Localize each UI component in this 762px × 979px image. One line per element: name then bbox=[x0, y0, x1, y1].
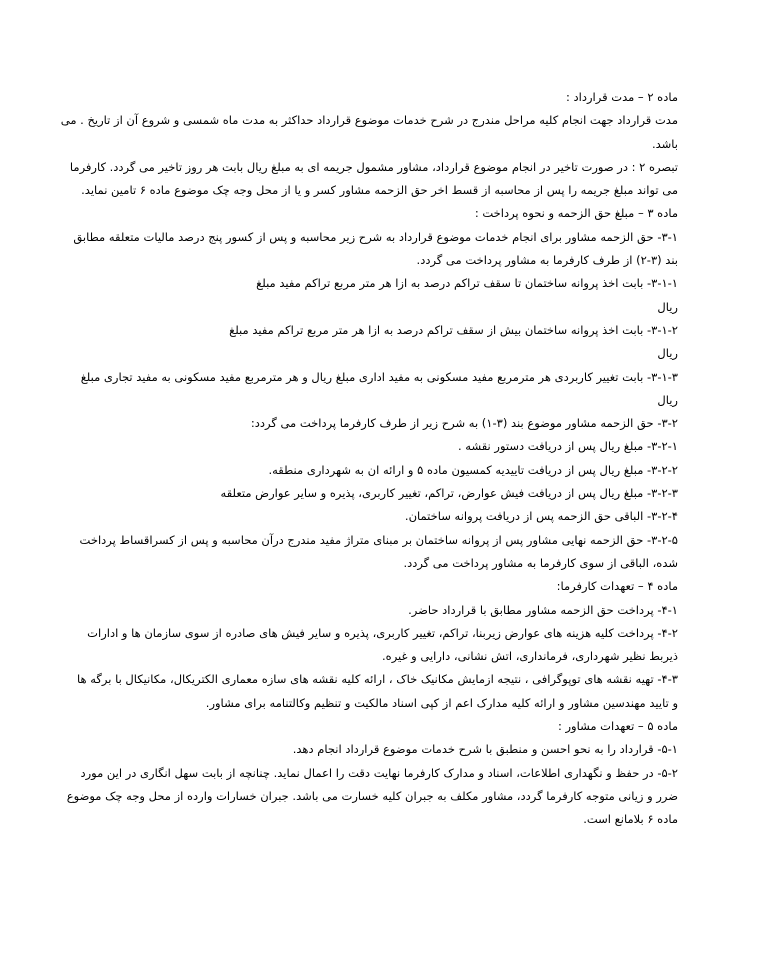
document-line: ۳-۲-۴- الباقی حق الزحمه پس از دریافت پروانه ساختمان. bbox=[404, 509, 678, 524]
document-line: ۵-۱- قرارداد را به نحو احسن و منطبق با شرح خدمات موضوع قرارداد انجام دهد. bbox=[292, 742, 678, 757]
document-line: ۳-۲-۱- مبلغ ریال پس از دریافت دستور نقشه . bbox=[457, 439, 678, 454]
document-line: ۳-۲-۵- حق الزحمه نهایی مشاور پس از پروانه ساختمان بر مبنای متراژ مفید مندرج درآن محاسبه و پس از کسراقساط پرداخت bbox=[79, 532, 678, 547]
document-line: باشد. bbox=[651, 136, 678, 151]
document-body bbox=[60, 86, 678, 832]
document-line: ماده ۳ – مبلغ حق الزحمه و نحوه پرداخت : bbox=[474, 206, 678, 221]
document-line: ریال bbox=[657, 299, 678, 314]
document-line: ۳-۲-۳- مبلغ ریال پس از دریافت فیش عوارض، تراکم، تغییر کاربری، پذیره و سایر عوارض متعلقه bbox=[220, 486, 678, 501]
document-line: ماده ۵ – تعهدات مشاور : bbox=[557, 719, 678, 734]
document-line: می تواند مبلغ جریمه را پس از محاسبه از قسط اخر حق الزحمه مشاور کسر و یا از محل وجه چک موضوع ماده ۶ تامین نماید. bbox=[81, 183, 678, 198]
document-line: ضرر و زیانی متوجه کارفرما گردد، مشاور مکلف به جبران کلیه خسارت می باشد. جبران خسارات وارده از محل وجه چک موضوع bbox=[66, 788, 678, 803]
document-line: ریال bbox=[657, 392, 678, 407]
document-line: ۳-۱-۳- بابت تغییر کاربردی هر مترمربع مفید مسکونی به مفید اداری مبلغ ریال و هر مترمربع مفید مسکونی به مفید تجاری مبلغ bbox=[80, 369, 678, 384]
document-line: ۳-۲- حق الزحمه مشاور موضوع بند (۳-۱) به شرح زیر از طرف کارفرما پرداخت می گردد: bbox=[250, 416, 678, 431]
document-line: ماده ۲ – مدت قرارداد : bbox=[566, 90, 678, 104]
document-line: بند (۳-۲) از طرف کارفرما به مشاور پرداخت می گردد. bbox=[416, 253, 678, 268]
document-line: تبصره ۲ : در صورت تاخیر در انجام موضوع قرارداد، مشاور مشمول جریمه ای به مبلغ ریال بابت هر روز تاخیر می گردد. کارفرما bbox=[69, 159, 678, 174]
document-line: مدت قرارداد جهت انجام کلیه مراحل مندرج در شرح خدمات موضوع قرارداد حداکثر به مدت ماه شمسی و شروع آن از تاریخ . می bbox=[60, 113, 678, 128]
document-line: ذیربط نظیر شهرداری، فرمانداری، اتش نشانی، دارایی و غیره. bbox=[382, 649, 678, 664]
document-line: ۳-۱-۲- بابت اخذ پروانه ساختمان بیش از سقف تراکم درصد به ازا هر متر مربع تراکم مفید مبلغ bbox=[229, 322, 678, 337]
document-line: ۳-۱-۱- بابت اخذ پروانه ساختمان تا سقف تراکم درصد به ازا هر متر مربع تراکم مفید مبلغ bbox=[256, 276, 678, 291]
document-line: ۴-۲- پرداخت کلیه هزینه های عوارض زیربنا، تراکم، تغییر کاربری، پذیره و سایر فیش های صادره از سوی سازمان ها و ادارات bbox=[87, 625, 678, 640]
document-line: ماده ۴ – تعهدات کارفرما: bbox=[556, 579, 678, 594]
document-line: ۳-۱- حق الزحمه مشاور برای انجام خدمات موضوع قرارداد به شرح زیر محاسبه و پس از کسور پنج درصد مالیات متعلقه مطابق bbox=[73, 229, 678, 244]
document-line: و تایید مهندسین مشاور و ارائه کلیه مدارک اعم از کپی اسناد مالکیت و تنظیم وکالتنامه برای مشاور. bbox=[205, 695, 678, 710]
document-line: ۵-۲- در حفظ و نگهداری اطلاعات، اسناد و مدارک کارفرما نهایت دقت را اعمال نماید. چنانچه از بابت سهل انگاری در این مورد bbox=[80, 765, 678, 780]
document-line: شده، الباقی از سوی کارفرما به مشاور پرداخت می گردد. bbox=[403, 555, 678, 570]
document-line: ۴-۳- تهیه نقشه های توپوگرافی ، نتیجه ازمایش مکانیک خاک ، ارائه کلیه نقشه های سازه معماری الکتریکال، مکانیکال با برگه ها bbox=[77, 672, 678, 687]
document-line: ماده ۶ بلامانع است. bbox=[583, 812, 678, 827]
document-line: ریال bbox=[657, 346, 678, 361]
document-line: ۴-۱- پرداخت حق الزحمه مشاور مطابق با قرارداد حاضر. bbox=[408, 602, 678, 617]
document-line: ۳-۲-۲- مبلغ ریال پس از دریافت تاییدیه کمسیون ماده ۵ و ارائه ان به شهرداری منطقه. bbox=[268, 462, 678, 477]
